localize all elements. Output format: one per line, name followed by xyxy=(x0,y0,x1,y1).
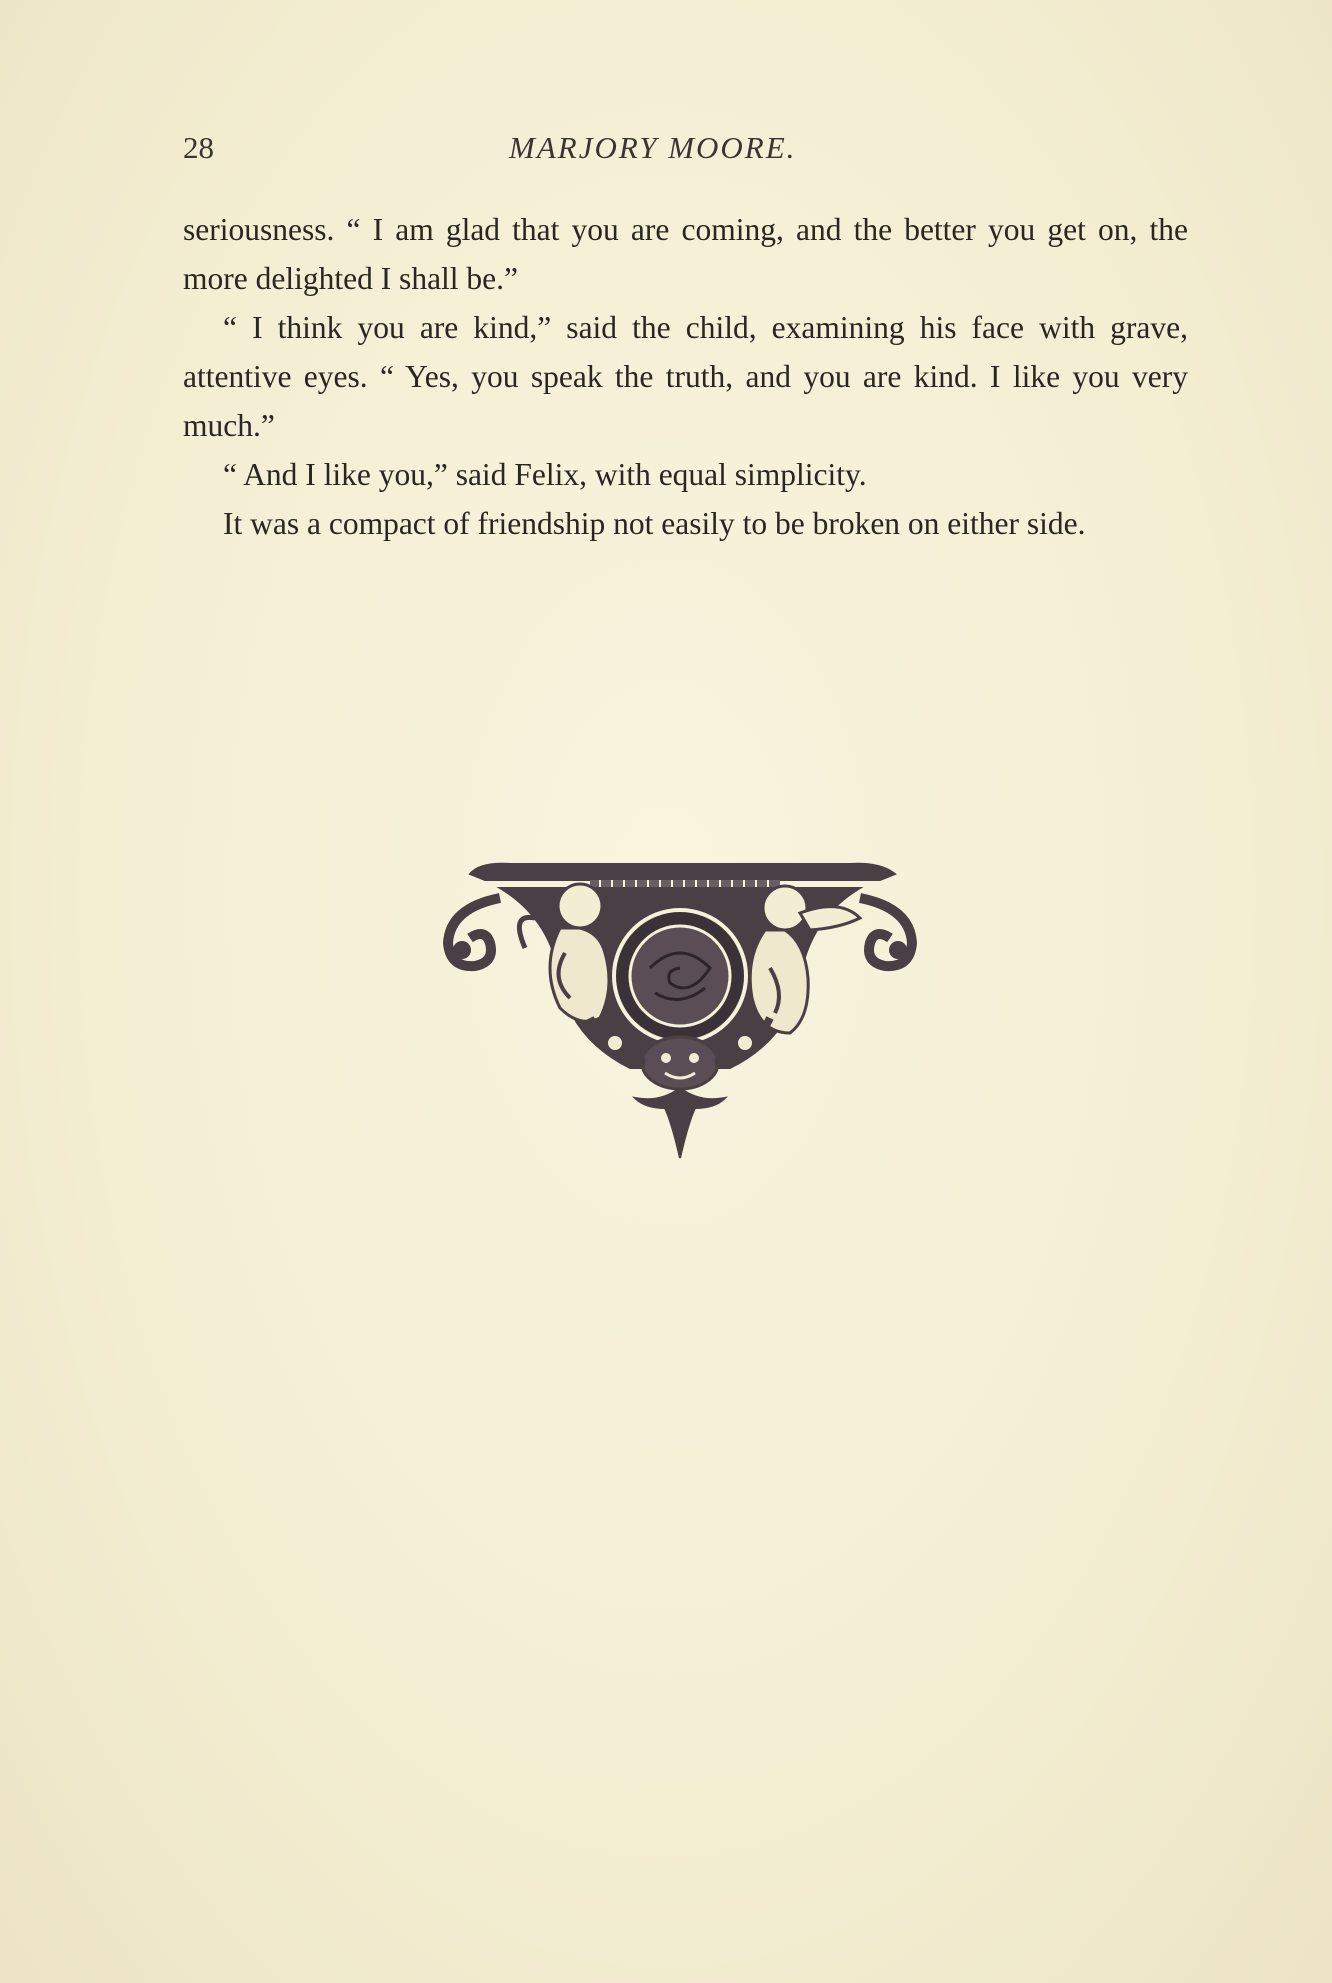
page-number: 28 xyxy=(183,130,214,165)
cherub-bracket-ornament-icon xyxy=(440,858,920,1178)
paragraph: seriousness. “ I am glad that you are coming, and the better you get on, the more delighted I shall be.” xyxy=(183,212,1188,296)
paragraph: It was a compact of friendship not easily to be broken on either side. xyxy=(223,506,1086,541)
body-text xyxy=(183,205,1188,548)
running-title: MARJORY MOORE. xyxy=(509,130,797,165)
running-head xyxy=(183,130,1183,170)
paragraph: “ And I like you,” said Felix, with equal simplicity. xyxy=(223,457,867,492)
paragraph: “ I think you are kind,” said the child, examining his face with grave, attentive eyes. “ Yes, you speak the truth, and you are kind. I like you very much.” xyxy=(183,310,1188,443)
